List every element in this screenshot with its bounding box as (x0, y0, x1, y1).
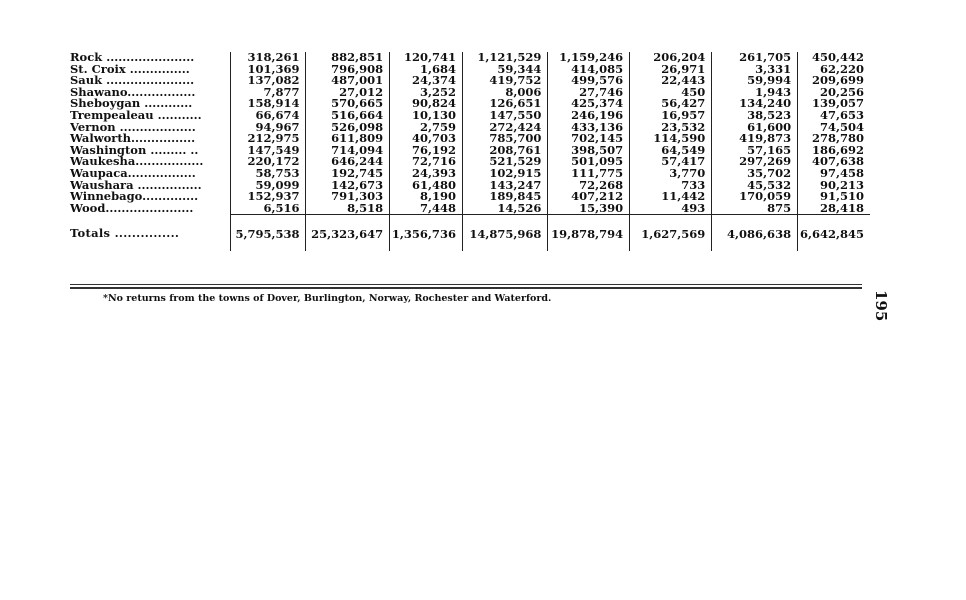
value-col-2: 192,745 (306, 168, 390, 180)
value-col-8: 450,442 (798, 52, 870, 64)
value-col-3: 2,759 (390, 122, 463, 134)
value-col-2: 882,851 (306, 52, 390, 64)
value-col-6: 23,532 (630, 122, 712, 134)
totals-label: Totals ............... (70, 226, 180, 241)
county-name: Waushara ................ (70, 177, 202, 192)
value-col-4: 126,651 (462, 98, 547, 110)
value-col-3: 61,480 (390, 180, 463, 192)
value-col-4: 8,006 (462, 87, 547, 99)
value-col-4: 785,700 (462, 133, 547, 145)
value-col-7: 45,532 (712, 180, 798, 192)
value-col-1: 58,753 (230, 168, 306, 180)
value-col-5: 398,507 (548, 145, 630, 157)
value-col-1: 152,937 (230, 191, 306, 203)
county-name: Vernon ................... (70, 119, 196, 134)
table-body (70, 52, 870, 251)
value-col-6: 22,443 (630, 75, 712, 87)
value-col-5: 425,374 (548, 98, 630, 110)
value-col-2: 796,908 (306, 64, 390, 76)
value-col-4: 59,344 (462, 64, 547, 76)
table-row (70, 203, 870, 215)
value-col-8: 278,780 (798, 133, 870, 145)
value-col-5: 111,775 (548, 168, 630, 180)
value-col-4: 1,121,529 (462, 52, 547, 64)
value-col-7: 261,705 (712, 52, 798, 64)
value-col-1: 59,099 (230, 180, 306, 192)
value-col-7: 3,331 (712, 64, 798, 76)
value-col-4: 419,752 (462, 75, 547, 87)
value-col-8: 407,638 (798, 156, 870, 168)
total-value-col-7: 4,086,638 (712, 215, 798, 252)
value-col-2: 27,012 (306, 87, 390, 99)
value-col-2: 646,244 (306, 156, 390, 168)
value-col-6: 16,957 (630, 110, 712, 122)
county-name: Waukesha................. (70, 154, 204, 169)
value-col-3: 76,192 (390, 145, 463, 157)
value-col-4: 208,761 (462, 145, 547, 157)
value-col-3: 8,190 (390, 191, 463, 203)
value-col-5: 501,095 (548, 156, 630, 168)
value-col-3: 1,684 (390, 64, 463, 76)
county-name: Sheboygan ............ (70, 96, 193, 111)
value-col-5: 15,390 (548, 203, 630, 215)
total-value-col-4: 14,875,968 (462, 215, 547, 252)
value-col-7: 61,600 (712, 122, 798, 134)
value-col-6: 64,549 (630, 145, 712, 157)
value-col-7: 57,165 (712, 145, 798, 157)
table-bottom-double-rule (70, 287, 862, 289)
value-col-2: 611,809 (306, 133, 390, 145)
value-col-3: 10,130 (390, 110, 463, 122)
county-name: Shawano................. (70, 84, 196, 99)
totals-row (70, 215, 870, 252)
county-name: St. Croix ............... (70, 61, 190, 76)
county-name: Rock ...................... (70, 50, 195, 64)
value-col-2: 516,664 (306, 110, 390, 122)
value-col-4: 147,550 (462, 110, 547, 122)
county-name: Winnebago.............. (70, 189, 199, 204)
statistics-table-container (70, 52, 870, 251)
total-value-col-3: 1,356,736 (390, 215, 463, 252)
value-col-8: 90,213 (798, 180, 870, 192)
value-col-8: 62,220 (798, 64, 870, 76)
county-name: Washington ......... .. (70, 142, 199, 157)
value-col-6: 57,417 (630, 156, 712, 168)
total-value-col-5: 19,878,794 (548, 215, 630, 252)
value-col-7: 35,702 (712, 168, 798, 180)
value-col-7: 875 (712, 203, 798, 215)
value-col-8: 47,653 (798, 110, 870, 122)
value-col-6: 56,427 (630, 98, 712, 110)
page-number: 195 (872, 290, 890, 322)
value-col-7: 1,943 (712, 87, 798, 99)
value-col-1: 7,877 (230, 87, 306, 99)
value-col-7: 419,873 (712, 133, 798, 145)
value-col-5: 1,159,246 (548, 52, 630, 64)
county-name: Wood...................... (70, 200, 194, 215)
table-bottom-rule (70, 284, 862, 285)
value-col-1: 212,975 (230, 133, 306, 145)
value-col-8: 20,256 (798, 87, 870, 99)
county-name: Sauk ...................... (70, 73, 195, 88)
value-col-1: 220,172 (230, 156, 306, 168)
value-col-2: 526,098 (306, 122, 390, 134)
value-col-5: 407,212 (548, 191, 630, 203)
value-col-8: 139,057 (798, 98, 870, 110)
value-col-2: 714,094 (306, 145, 390, 157)
value-col-1: 66,674 (230, 110, 306, 122)
value-col-1: 101,369 (230, 64, 306, 76)
value-col-3: 40,703 (390, 133, 463, 145)
value-col-4: 272,424 (462, 122, 547, 134)
value-col-4: 102,915 (462, 168, 547, 180)
value-col-5: 499,576 (548, 75, 630, 87)
value-col-1: 147,549 (230, 145, 306, 157)
footnote: *No returns from the towns of Dover, Burlington, Norway, Rochester and Waterford. (103, 293, 552, 304)
value-col-7: 297,269 (712, 156, 798, 168)
county-name: Walworth................ (70, 131, 196, 146)
value-col-1: 6,516 (230, 203, 306, 215)
value-col-4: 14,526 (462, 203, 547, 215)
value-col-5: 433,136 (548, 122, 630, 134)
value-col-8: 186,692 (798, 145, 870, 157)
county-name: Trempealeau ........... (70, 107, 202, 122)
value-col-4: 521,529 (462, 156, 547, 168)
value-col-5: 246,196 (548, 110, 630, 122)
value-col-6: 733 (630, 180, 712, 192)
value-col-6: 114,590 (630, 133, 712, 145)
value-col-7: 170,059 (712, 191, 798, 203)
value-col-3: 24,393 (390, 168, 463, 180)
value-col-3: 72,716 (390, 156, 463, 168)
value-col-6: 206,204 (630, 52, 712, 64)
value-col-3: 120,741 (390, 52, 463, 64)
value-col-1: 94,967 (230, 122, 306, 134)
value-col-6: 11,442 (630, 191, 712, 203)
total-value-col-1: 5,795,538 (230, 215, 306, 252)
value-col-1: 158,914 (230, 98, 306, 110)
county-name: Waupaca................. (70, 165, 196, 180)
total-value-col-6: 1,627,569 (630, 215, 712, 252)
value-col-8: 91,510 (798, 191, 870, 203)
value-col-7: 134,240 (712, 98, 798, 110)
value-col-6: 3,770 (630, 168, 712, 180)
value-col-4: 143,247 (462, 180, 547, 192)
value-col-7: 38,523 (712, 110, 798, 122)
value-col-3: 24,374 (390, 75, 463, 87)
value-col-8: 97,458 (798, 168, 870, 180)
total-value-col-2: 25,323,647 (306, 215, 390, 252)
value-col-8: 209,699 (798, 75, 870, 87)
value-col-2: 8,518 (306, 203, 390, 215)
county-statistics-table (70, 52, 870, 251)
value-col-6: 26,971 (630, 64, 712, 76)
value-col-2: 487,001 (306, 75, 390, 87)
value-col-5: 702,145 (548, 133, 630, 145)
value-col-8: 74,504 (798, 122, 870, 134)
value-col-3: 90,824 (390, 98, 463, 110)
value-col-5: 414,085 (548, 64, 630, 76)
value-col-6: 450 (630, 87, 712, 99)
value-col-3: 3,252 (390, 87, 463, 99)
value-col-8: 28,418 (798, 203, 870, 215)
value-col-5: 72,268 (548, 180, 630, 192)
value-col-2: 142,673 (306, 180, 390, 192)
value-col-1: 318,261 (230, 52, 306, 64)
value-col-1: 137,082 (230, 75, 306, 87)
value-col-3: 7,448 (390, 203, 463, 215)
value-col-5: 27,746 (548, 87, 630, 99)
value-col-7: 59,994 (712, 75, 798, 87)
value-col-4: 189,845 (462, 191, 547, 203)
value-col-2: 570,665 (306, 98, 390, 110)
total-value-col-8: 6,642,845 (798, 215, 870, 252)
value-col-2: 791,303 (306, 191, 390, 203)
value-col-6: 493 (630, 203, 712, 215)
table-row (70, 52, 870, 64)
